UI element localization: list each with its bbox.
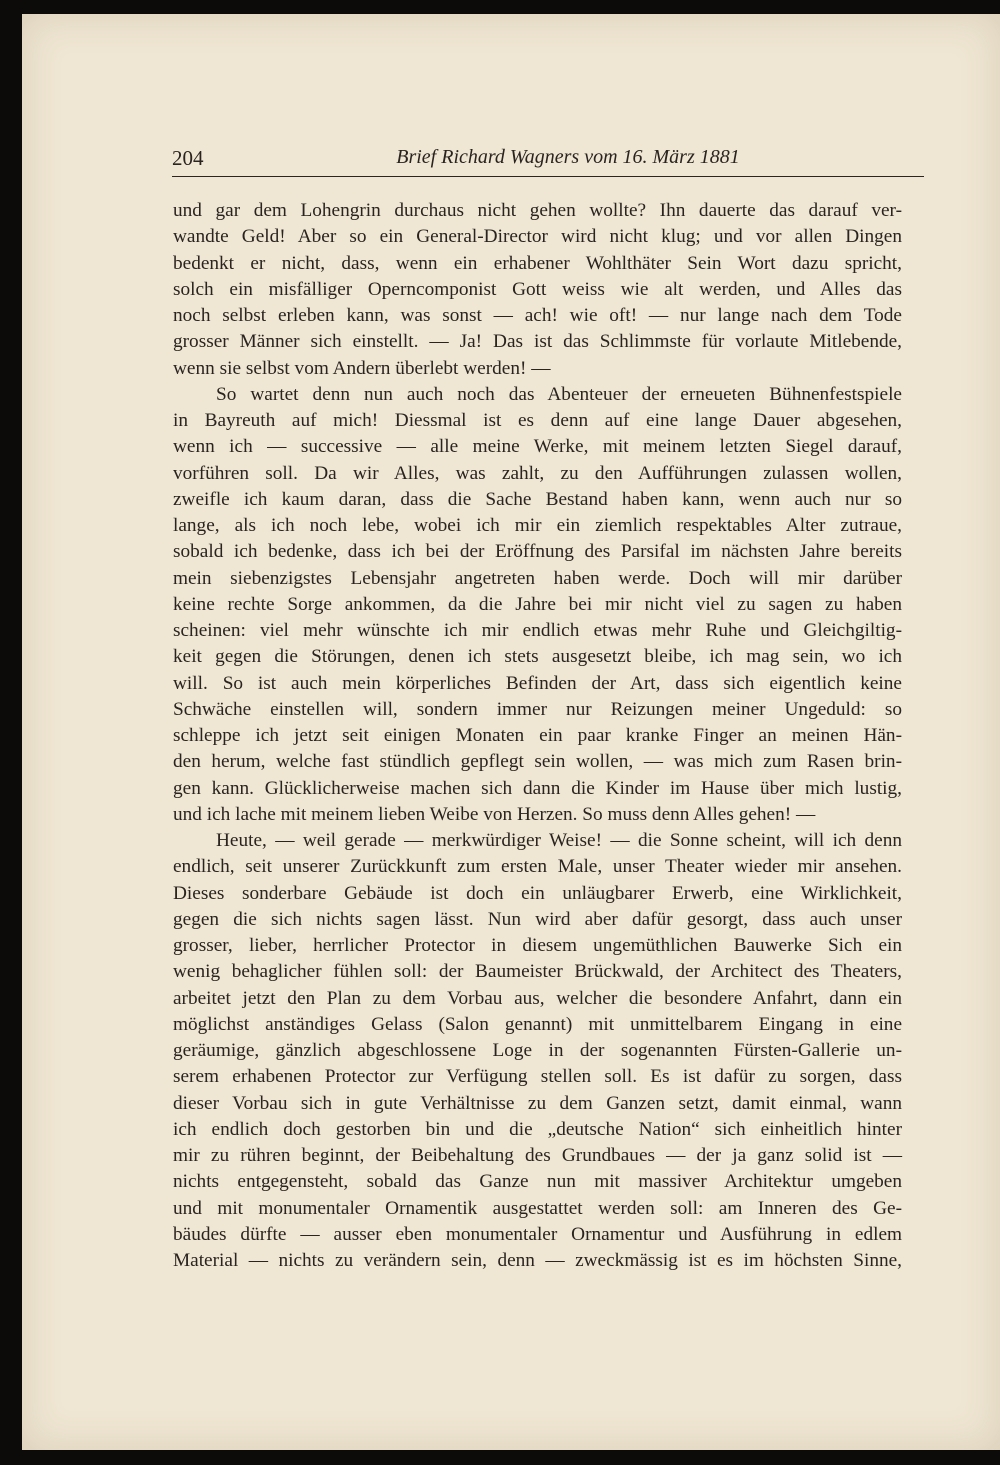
text-line: will. So ist auch mein körperliches Befinden der Art, dass sich eigentlich keine (173, 672, 902, 694)
text-line: noch selbst erleben kann, was sonst — ach! wie oft! — nur lange nach dem Tode (173, 305, 902, 326)
text-line: in Bayreuth auf mich! Diessmal ist es denn auf eine lange Dauer abgesehen, (173, 410, 902, 431)
text-line: wandte Geld! Aber so ein General-Director wird nicht klug; und vor allen Dingen (173, 226, 902, 248)
text-line: scheinen: viel mehr wünschte ich mir endlich etwas mehr Ruhe und Gleichgiltig- (173, 620, 902, 641)
body-text (173, 198, 902, 1274)
text-line: keit gegen die Störungen, denen ich stets ausgesetzt bleibe, ich mag sein, wo ich (173, 646, 902, 668)
text-line: und mit monumentaler Ornamentik ausgestattet werden soll: am Inneren des Ge- (173, 1197, 902, 1219)
running-title: Brief Richard Wagners vom 16. März 1881 (396, 146, 740, 168)
text-line: möglichst anständiges Gelass (Salon genannt) mit unmittelbarem Eingang in eine (173, 1013, 902, 1035)
text-line: lange, als ich noch lebe, wobei ich mir ein ziemlich respektables Alter zutraue, (173, 515, 902, 536)
text-line: gen kann. Glücklicherweise machen sich dann die Kinder im Hause über mich lustig, (173, 777, 902, 799)
text-line: serem erhabenen Protector zur Verfügung stellen soll. Es ist dafür zu sorgen, dass (173, 1066, 902, 1088)
text-line: So wartet denn nun auch noch das Abenteuer der erneueten Bühnenfestspiele (216, 383, 902, 405)
text-line: vorführen soll. Da wir Alles, was zahlt, zu den Aufführungen zulassen wollen, (173, 462, 902, 484)
text-line: keine rechte Sorge ankommen, da die Jahre bei mir nicht viel zu sagen zu haben (173, 593, 902, 615)
text-line: bedenkt er nicht, dass, wenn ein erhabener Wohlthäter Sein Wort dazu spricht, (173, 252, 902, 274)
text-line: zweifle ich kaum daran, dass die Sache Bestand haben kann, wenn auch nur so (173, 488, 902, 510)
text-line: den herum, welche fast stündlich gepflegt sein wollen, — was mich zum Rasen brin- (173, 751, 902, 773)
text-line: und gar dem Lohengrin durchaus nicht gehen wollte? Ihn dauerte das darauf ver- (173, 200, 902, 221)
text-line: dieser Vorbau sich in gute Verhältnisse zu dem Ganzen setzt, damit einmal, wann (173, 1092, 902, 1114)
text-line: nichts entgegensteht, sobald das Ganze nun mit massiver Architektur umgeben (173, 1171, 902, 1193)
page-number: 204 (172, 146, 204, 170)
text-line: wenig behaglicher fühlen soll: der Baumeister Brückwald, der Architect des Theaters, (173, 961, 902, 983)
text-line: grosser, lieber, herrlicher Protector in diesem ungemüthlichen Bauwerke Sich ein (173, 935, 902, 956)
text-line: mir zu rühren beginnt, der Beibehaltung des Grundbaues — der ja ganz solid ist — (173, 1145, 902, 1166)
text-line: gegen die sich nichts sagen lässt. Nun wird aber dafür gesorgt, dass auch unser (173, 908, 902, 930)
text-line: arbeitet jetzt den Plan zu dem Vorbau aus, welcher die besondere Anfahrt, dann ein (173, 987, 902, 1009)
text-line: mein siebenzigstes Lebensjahr angetreten haben werde. Doch will mir darüber (173, 567, 902, 589)
text-line: Material — nichts zu verändern sein, denn — zweckmässig ist es im höchsten Sinne, (173, 1250, 902, 1271)
text-line: ich endlich doch gestorben bin und die „deutsche Nation“ sich einheitlich hinter (173, 1118, 902, 1140)
text-line: bäudes dürfte — ausser eben monumentaler Ornamentur und Ausführung in edlem (173, 1223, 902, 1245)
text-line: wenn sie selbst vom Andern überlebt werden! — (173, 357, 551, 379)
text-line: und ich lache mit meinem lieben Weibe von Herzen. So muss denn Alles gehen! — (173, 803, 816, 825)
page-header (172, 142, 924, 177)
text-line: Schwäche einstellen will, sondern immer nur Reizungen meiner Ungeduld: so (173, 698, 902, 720)
text-line: Heute, — weil gerade — merkwürdiger Weise! — die Sonne scheint, will ich denn (216, 830, 902, 851)
text-line: wenn ich — successive — alle meine Werke, mit meinem letzten Siegel darauf, (173, 436, 902, 458)
text-line: solch ein misfälliger Operncomponist Gott weiss wie alt werden, und Alles das (173, 278, 902, 300)
text-line: sobald ich bedenke, dass ich bei der Eröffnung des Parsifal im nächsten Jahre bereits (173, 541, 902, 563)
text-line: Dieses sonderbare Gebäude ist doch ein unläugbarer Erwerb, eine Wirklichkeit, (173, 882, 902, 904)
text-line: grosser Männer sich einstellt. — Ja! Das ist das Schlimmste für vorlaute Mitlebende, (173, 331, 902, 353)
text-line: geräumige, gänzlich abgeschlossene Loge in der sogenannten Fürsten-Gallerie un- (173, 1040, 902, 1061)
text-line: endlich, seit unserer Zurückkunft zum ersten Male, unser Theater wieder mir ansehen. (173, 856, 902, 878)
text-line: schleppe ich jetzt seit einigen Monaten ein paar kranke Finger an meinen Hän- (173, 725, 902, 746)
